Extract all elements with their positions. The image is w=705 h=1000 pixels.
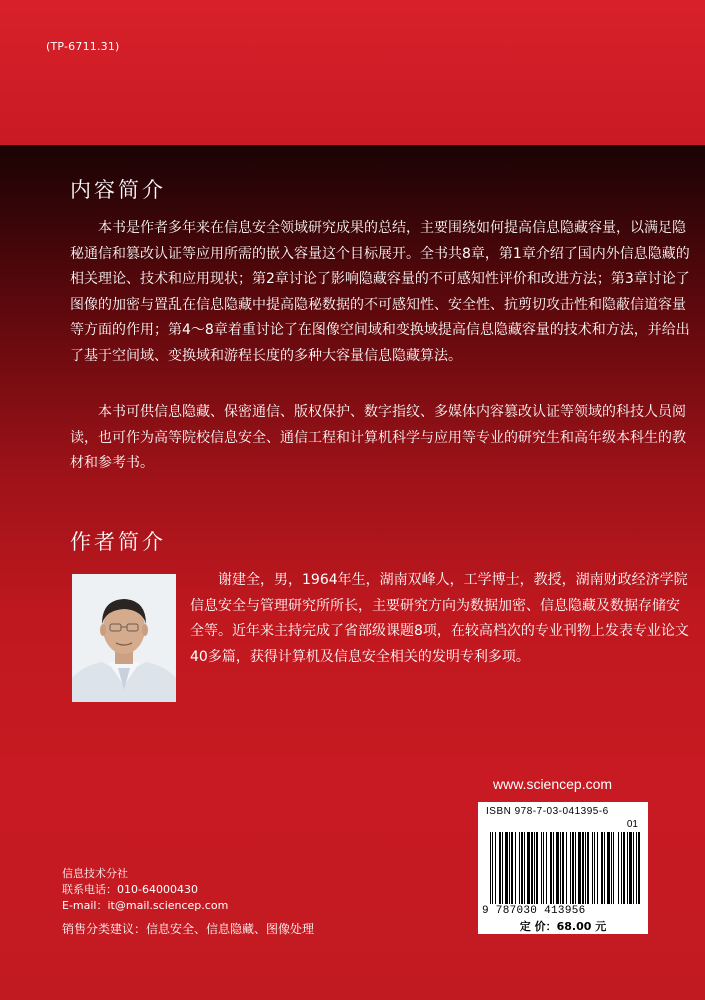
barcode-bar bbox=[524, 832, 525, 904]
barcode-bar bbox=[578, 832, 581, 904]
classification-code: (TP-6711.31) bbox=[46, 40, 120, 53]
barcode-bar bbox=[499, 832, 501, 904]
barcode-bars bbox=[490, 832, 614, 904]
barcode-bar bbox=[546, 832, 547, 904]
intro-heading: 内容简介 bbox=[70, 178, 166, 202]
publisher-name: 信息技术分社 bbox=[62, 867, 128, 880]
author-bio bbox=[190, 568, 690, 670]
barcode-bar bbox=[531, 832, 533, 904]
barcode-bar bbox=[502, 832, 503, 904]
author-portrait-icon bbox=[72, 574, 176, 702]
top-band bbox=[0, 0, 705, 145]
barcode-bar bbox=[627, 832, 628, 904]
barcode-addon-text: 01 bbox=[626, 819, 638, 830]
publisher-phone: 联系电话：010-64000430 bbox=[62, 883, 198, 896]
barcode-bar bbox=[601, 832, 603, 904]
barcode-bar bbox=[618, 832, 619, 904]
barcode-bar bbox=[543, 832, 544, 904]
barcode-bar bbox=[592, 832, 593, 904]
author-bio-text: 谢建全，男，1964年生，湖南双峰人，工学博士，教授，湖南财政经济学院信息安全与管理研究所所长，主要研究方向为数据加密、信息隐藏及数据存储安全等。近年来主持完成了省部级课题8项，在较高档次的专业刊物上发表专业论文40多篇，获得计算机及信息安全相关的发明专利多项。 bbox=[190, 572, 689, 665]
intro-paragraph-2: 本书可供信息隐藏、保密通信、版权保护、数字指纹、多媒体内容篡改认证等领域的科技人员阅读，也可作为高等院校信息安全、通信工程和计算机科学与应用等专业的研究生和高年级本科生的教材和参考书。 bbox=[70, 404, 686, 472]
author-heading: 作者简介 bbox=[70, 530, 166, 554]
barcode-bar bbox=[566, 832, 567, 904]
barcode-bar bbox=[490, 832, 491, 904]
barcode-bar bbox=[550, 832, 552, 904]
barcode-bar bbox=[570, 832, 571, 904]
barcode-bar bbox=[553, 832, 554, 904]
barcode-bar bbox=[505, 832, 508, 904]
barcode-bar bbox=[594, 832, 595, 904]
barcode-bar bbox=[492, 832, 493, 904]
barcode-bar bbox=[623, 832, 625, 904]
sales-category: 销售分类建议：信息安全、信息隐藏、图像处理 bbox=[62, 922, 315, 936]
barcode-bar bbox=[541, 832, 542, 904]
barcode-bar bbox=[521, 832, 523, 904]
barcode-bar bbox=[527, 832, 530, 904]
barcode-bar bbox=[629, 832, 632, 904]
barcode-bar bbox=[636, 832, 637, 904]
barcode-bar bbox=[611, 832, 612, 904]
website-link[interactable]: www.sciencep.com bbox=[493, 776, 613, 792]
barcode-bar bbox=[519, 832, 520, 904]
barcode-bar bbox=[585, 832, 586, 904]
barcode-panel bbox=[478, 802, 648, 934]
barcode-bar bbox=[621, 832, 622, 904]
barcode-bar bbox=[556, 832, 559, 904]
barcode-bar bbox=[536, 832, 538, 904]
barcode-bar bbox=[604, 832, 605, 904]
author-photo bbox=[72, 574, 176, 702]
barcode-bar bbox=[582, 832, 584, 904]
publisher-email[interactable]: E-mail：it@mail.sciencep.com bbox=[62, 899, 229, 912]
barcode-bar bbox=[607, 832, 610, 904]
barcode-bar bbox=[495, 832, 496, 904]
barcode-bar bbox=[562, 832, 564, 904]
barcode-digits: 9 787030 413956 bbox=[482, 905, 586, 917]
barcode-bar bbox=[515, 832, 516, 904]
barcode-bar bbox=[597, 832, 598, 904]
barcode-bar bbox=[575, 832, 576, 904]
barcode-bar bbox=[511, 832, 513, 904]
barcode-bar bbox=[638, 832, 640, 904]
barcode-bar bbox=[613, 832, 614, 904]
publisher-info bbox=[62, 866, 228, 914]
barcode-addon-bars bbox=[618, 832, 640, 904]
barcode-bar bbox=[534, 832, 535, 904]
barcode-bar bbox=[587, 832, 589, 904]
barcode-bar bbox=[560, 832, 561, 904]
barcode-bar bbox=[509, 832, 510, 904]
price-text: 定 价：68.00 元 bbox=[519, 920, 607, 933]
barcode-bar bbox=[572, 832, 574, 904]
intro-paragraph-1: 本书是作者多年来在信息安全领域研究成果的总结，主要围绕如何提高信息隐藏容量，以满足隐秘通信和篡改认证等应用所需的嵌入容量这个目标展开。全书共8章，第1章介绍了国内外信息隐藏的相关理论、技术和应用现状；第2章讨论了影响隐藏容量的不可感知性评价和改进方法；第3章讨论了图像的加密与置乱在信息隐藏中提高隐秘数据的不可感知性、安全性、抗剪切攻击性和隐蔽信道容量等方面的作用；第4～8章着重讨论了在图像空间域和变换域提高信息隐藏容量的技术和方法，并给出了基于空间域、变换域和游程长度的多种大容量信息隐藏算法。 bbox=[70, 220, 690, 364]
isbn-text: ISBN 978-7-03-041395-6 bbox=[486, 806, 609, 817]
barcode-bar bbox=[633, 832, 634, 904]
